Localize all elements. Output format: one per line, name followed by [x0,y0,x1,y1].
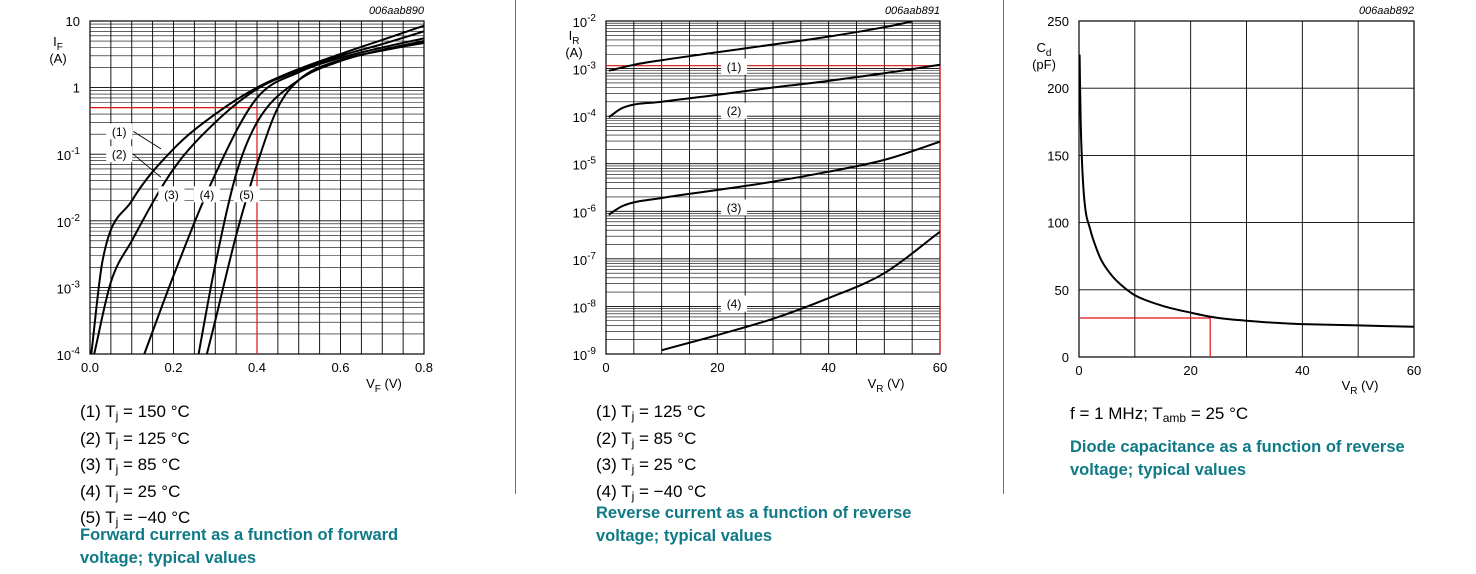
legend-item-2: (2) $T_j = 85$ °C [596,428,697,450]
x-tick-label: 40 [1295,363,1310,378]
capacitance-chart [1004,0,1476,400]
y-tick-label: $10^{-6}$ [572,203,596,221]
legend-item-5: (5) $T_j = -40$ °C [80,508,191,529]
legend-item-3: (3) $T_j = 85$ °C [80,455,181,476]
y-tick-label: $10^{-7}$ [572,250,596,268]
series-label-1 [721,59,747,75]
y-axis-label: $I_R$ [568,28,580,47]
x-tick-label: 0 [1075,363,1083,378]
series-label-3 [158,186,184,202]
x-axis-label: $V_F$ (V) [366,376,402,395]
y-tick-label: $10^{-5}$ [572,155,596,173]
y-tick-label: $10^{-3}$ [56,279,80,297]
series-label-4 [721,296,747,312]
y-tick-label: 250 [1047,14,1069,29]
y-tick-label: $10^{-4}$ [56,346,80,363]
series-label-5 [234,186,260,202]
capacitance-caption: Diode capacitance as a function of reverse voltage; typical values [1070,438,1405,479]
x-tick-label: 20 [1183,363,1198,378]
y-tick-label: 10 [65,14,80,29]
figure-code: 006aab892 [1358,5,1414,17]
y-tick-label: 0 [1061,350,1069,365]
y-tick-label: $10^{-4}$ [572,108,596,126]
test-condition-note: f = 1 MHz; $T_{amb} = 25$ °C [1070,404,1249,425]
reverse-legend [596,401,706,507]
x-tick-label: 60 [1406,363,1422,378]
reverse-caption: Reverse current as a function of reverse voltage; typical values [596,504,912,545]
y-tick-label: $10^{-2}$ [56,212,80,230]
x-axis-label: $V_R$ (V) [867,376,905,395]
x-tick-label: 0.6 [331,360,350,375]
y-tick-label: $10^{-3}$ [572,60,596,78]
y-axis-unit: (pF) [1032,57,1056,72]
x-tick-label: 0.4 [247,360,267,375]
series-label-text: (1) [726,60,742,75]
figure-code: 006aab891 [884,5,940,17]
y-tick-label: $10^{-9}$ [572,346,596,363]
figure-code: 006aab890 [368,5,424,17]
grid [606,21,940,354]
y-tick-label: 100 [1047,215,1069,231]
y-tick-label: 200 [1047,81,1069,97]
grid [1079,21,1414,357]
x-tick-label: 0 [602,360,610,375]
y-axis-label: $I_F$ [53,34,63,53]
x-tick-label: 20 [710,360,725,375]
series-label-2 [721,103,747,119]
series-label-text: (2) [726,104,742,119]
chart-panel-forward-current [0,0,515,574]
chart-panel-capacitance [1004,0,1476,574]
legend-item-4: (4) $T_j = -40$ °C [596,481,707,503]
y-tick-label: $10^{-8}$ [572,298,596,316]
x-tick-label: 0.8 [414,360,434,375]
series-label-3 [721,200,747,216]
series-label-text: (4) [726,297,742,312]
series-label-text: (1) [111,124,127,139]
forward-current-chart [0,0,515,400]
series-label-4 [194,186,220,202]
x-tick-label: 60 [932,360,948,375]
legend-item-4: (4) $T_j = 25$ °C [80,481,181,503]
x-tick-label: 40 [821,360,836,375]
y-tick-label: 150 [1047,148,1069,164]
forward-caption: Forward current as a function of forward voltage; typical values [80,526,399,567]
series-line-2 [609,65,940,117]
x-tick-label: 0.2 [164,360,183,375]
y-tick-label: $10^{-2}$ [572,13,596,30]
series-label-text: (5) [239,187,254,202]
chart-panel-reverse-current [516,0,1003,574]
y-tick-label: $10^{-1}$ [56,146,80,164]
series-label-text: (2) [111,147,127,162]
y-tick-label: 1 [72,80,80,96]
y-axis-unit: (A) [49,51,67,66]
forward-legend [80,401,190,534]
x-axis-label: $V_R$ (V) [1341,378,1379,397]
legend-item-2: (2) $T_j = 125$ °C [80,428,190,450]
y-tick-label: 50 [1054,282,1069,298]
legend-item-3: (3) $T_j = 25$ °C [596,455,697,476]
reverse-current-chart [516,0,1003,400]
x-tick-label: 0.0 [80,360,100,375]
y-axis-label: $C_d$ [1036,40,1052,59]
legend-item-1: (1) $T_j = 125$ °C [596,402,706,423]
series-label-text: (4) [199,187,215,202]
series-label-text: (3) [164,187,179,202]
y-axis-unit: (A) [565,45,583,60]
legend-item-1: (1) $T_j = 150$ °C [80,402,190,423]
series-label-text: (3) [726,201,742,216]
